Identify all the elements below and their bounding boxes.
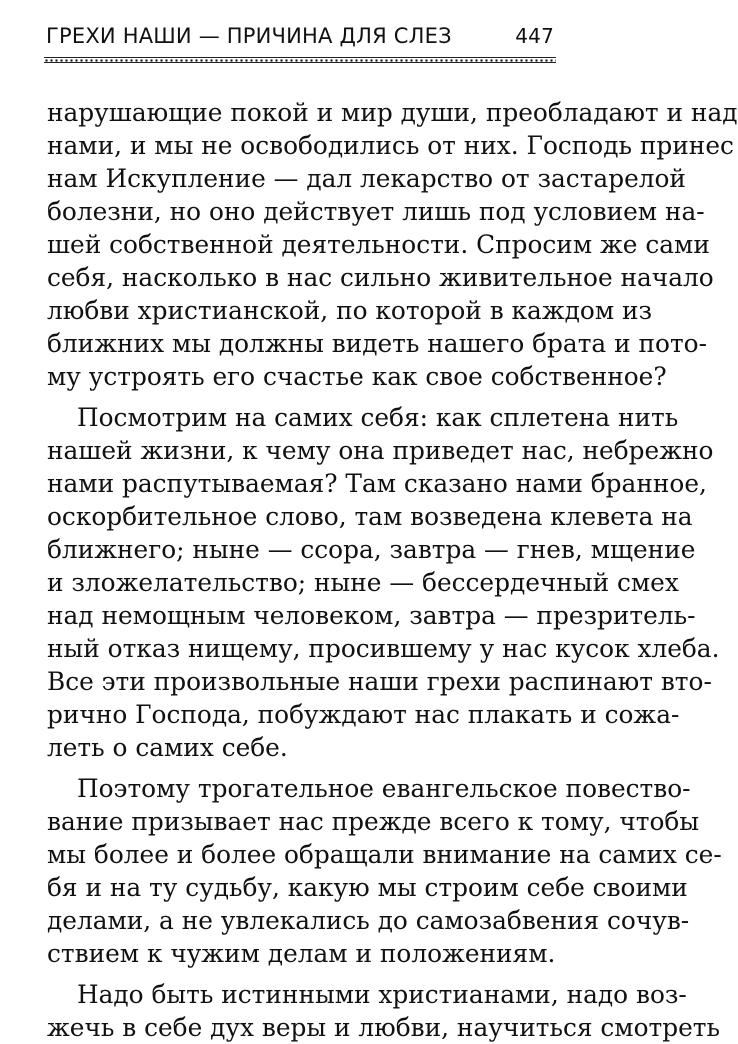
paragraph-3-line-2: вание призывает нас прежде всего к тому, чтобы — [47, 807, 700, 836]
paragraph-spacing — [47, 970, 553, 978]
paragraph-3-line-4: бя и на ту судьбу, какую мы строим себе своими — [47, 873, 688, 902]
body-text — [47, 96, 738, 1042]
paragraph-spacing — [47, 764, 553, 772]
paragraph-4 — [47, 978, 720, 1044]
page-header — [46, 24, 554, 58]
running-title: ГРЕХИ НАШИ — ПРИЧИНА ДЛЯ СЛЕЗ — [46, 24, 452, 48]
paragraph-2-line-11: леть о самих себе. — [47, 733, 288, 762]
paragraph-4-line-2: жечь в себе дух веры и любви, научиться смотреть — [47, 1013, 720, 1042]
paragraph-3-line-6: ствием к чужим делам и положениям. — [47, 939, 556, 968]
paragraph-2-line-2: нашей жизни, к чему она приведет нас, небрежно — [47, 436, 714, 465]
paragraph-2 — [47, 401, 720, 764]
paragraph-3 — [47, 772, 722, 970]
paragraph-spacing — [47, 393, 553, 401]
paragraph-2-line-9: Все эти произвольные наши грехи распинают вто- — [47, 667, 712, 696]
paragraph-1-line-1: нарушающие покой и мир души, преобладают и над — [47, 98, 738, 127]
paragraph-1-line-7: любви христианской, по которой в каждом из — [47, 296, 653, 325]
paragraph-2-line-8: ный отказ нищему, просившему у нас кусок хлеба. — [47, 634, 720, 663]
paragraph-1-line-9: му устроять его счастье как свое собственное? — [47, 362, 667, 391]
paragraph-1-line-6: себя, насколько в нас сильно живительное начало — [47, 263, 714, 292]
paragraph-1 — [47, 96, 738, 393]
paragraph-1-line-5: шей собственной деятельности. Спросим же сами — [47, 230, 710, 259]
paragraph-1-line-8: ближних мы должны видеть нашего брата и пото- — [47, 329, 707, 358]
paragraph-2-line-5: ближнего; ныне — ссора, завтра — гнев, мщение — [47, 535, 696, 564]
paragraph-1-line-2: нами, и мы не освободились от них. Господь принес — [47, 131, 734, 160]
page-number: 447 — [515, 24, 554, 48]
paragraph-2-line-3: нами распутываемая? Там сказано нами бранное, — [47, 469, 707, 498]
paragraph-2-line-1: Посмотрим на самих себя: как сплетена нить — [77, 403, 679, 432]
paragraph-2-line-6: и зложелательство; ныне — бессердечный смех — [47, 568, 679, 597]
header-decorative-rule — [44, 57, 556, 63]
paragraph-3-line-3: мы более и более обращали внимание на самих се- — [47, 840, 722, 869]
paragraph-2-line-7: над немощным человеком, завтра — презритель- — [47, 601, 696, 630]
paragraph-3-line-1: Поэтому трогательное евангельское повество- — [77, 774, 691, 803]
paragraph-4-line-1: Надо быть истинными христианами, надо воз- — [77, 980, 687, 1009]
paragraph-1-line-3: нам Искупление — дал лекарство от застарелой — [47, 164, 686, 193]
paragraph-1-line-4: болезни, но оно действует лишь под условием на- — [47, 197, 705, 226]
paragraph-2-line-10: рично Господа, побуждают нас плакать и сожа- — [47, 700, 680, 729]
paragraph-2-line-4: оскорбительное слово, там возведена клевета на — [47, 502, 693, 531]
paragraph-3-line-5: делами, а не увлекались до самозабвения сочув- — [47, 906, 690, 935]
